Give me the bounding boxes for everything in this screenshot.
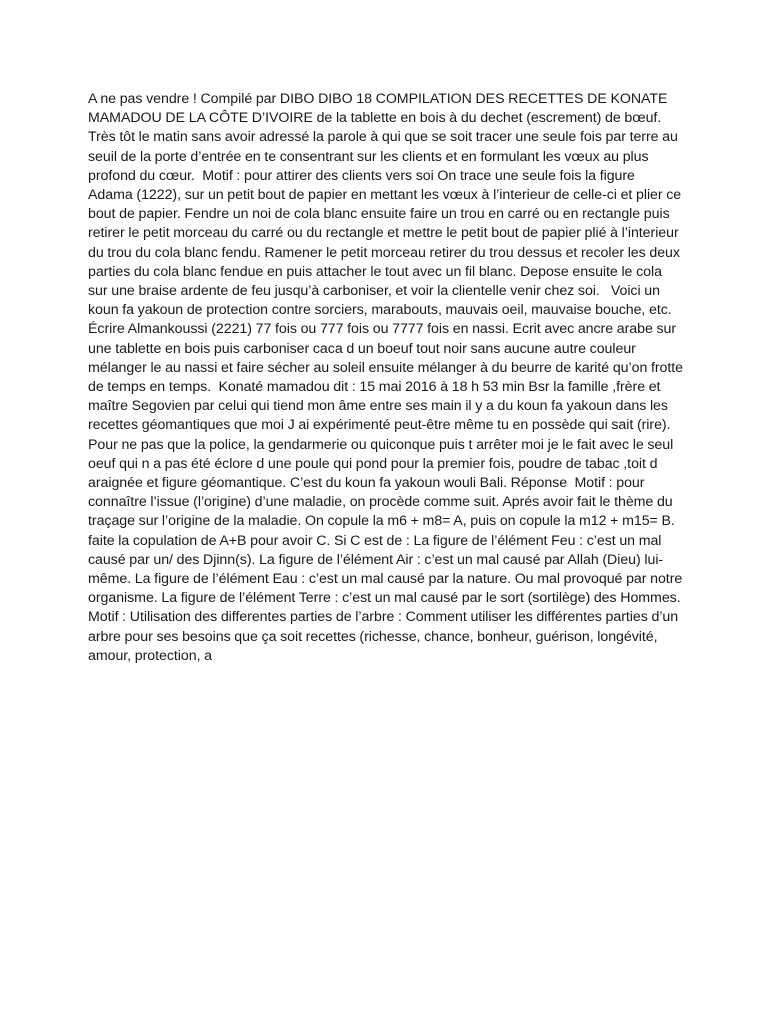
text-line-12: koun fa yakoun de protection contre sorciers, marabouts, mauvais oeil, mauvaise bouche, etc. <box>88 302 672 319</box>
text-line-8: retirer le petit morceau du carré ou du rectangle et mettre le petit bout de papier plié à l’interieur <box>88 225 679 242</box>
text-line-14: une tablette en bois puis carboniser caca d un boeuf tout noir sans aucune autre couleur <box>88 340 636 357</box>
text-line-15: mélanger le au nassi et faire sécher au soleil ensuite mélanger à du beurre de karité qu’on frotte <box>88 359 684 376</box>
text-line-23: traçage sur l’origine de la maladie. On copule la m6 + m8= A, puis on copule la m12 + m15= B. <box>88 513 675 530</box>
text-line-9: du trou du cola blanc fendu. Ramener le petit morceau retirer du trou dessus et recoler les deux <box>88 244 680 261</box>
text-line-16: de temps en temps. Konaté mamadou dit : 15 mai 2016 à 18 h 53 min Bsr la famille ,frère et <box>88 379 661 396</box>
text-line-18: recettes géomantiques que moi J ai expérimenté peut-être même tu en possède qui sait (rire). <box>88 417 671 434</box>
text-line-6: Adama (1222), sur un petit bout de papier en mettant les vœux à l’interieur de celle-ci et plier ce <box>88 187 682 204</box>
text-line-21: araignée et figure géomantique. C’est du koun fa yakoun wouli Bali. Réponse Motif : pour <box>88 475 645 492</box>
text-line-27: organisme. La figure de l’élément Terre : c’est un mal causé par le sort (sortilège) des Hommes. <box>88 590 681 607</box>
text-line-22: connaître l’issue (l’origine) d’une maladie, on procède comme suit. Aprés avoir fait le thème du <box>88 494 673 511</box>
text-line-17: maître Segovien par celui qui tiend mon âme entre ses main il y a du koun fa yakoun dans les <box>88 398 668 415</box>
document-body-text <box>88 90 698 666</box>
text-line-10: parties du cola blanc fendue en puis attacher le tout avec un fil blanc. Depose ensuite le cola <box>88 263 662 280</box>
text-line-7: bout de papier. Fendre un noi de cola blanc ensuite faire un trou en carré ou en rectangle puis <box>88 206 670 223</box>
text-line-3: Très tôt le matin sans avoir adressé la parole à qui que se soit tracer une seule fois par terre au <box>88 129 678 146</box>
text-line-26: même. La figure de l’élément Eau : c’est un mal causé par la nature. Ou mal provoqué par notre <box>88 571 683 588</box>
text-line-1: A ne pas vendre ! Compilé par DIBO DIBO 18 COMPILATION DES RECETTES DE KONATE <box>88 91 668 107</box>
text-line-19: Pour ne pas que la police, la gendarmerie ou quiconque puis t arrêter moi je le fait avec le seul <box>88 436 674 453</box>
text-line-29: arbre pour ses besoins que ça soit recettes (richesse, chance, bonheur, guérison, longévité, <box>88 628 658 645</box>
text-line-30: amour, protection, a <box>88 647 212 664</box>
text-line-20: oeuf qui n a pas été éclore d une poule qui pond pour la premier fois, poudre de tabac ,toit d <box>88 455 658 472</box>
text-line-2: MAMADOU DE LA CÔTE D’IVOIRE de la tablette en bois à du dechet (escrement) de bœuf. <box>88 110 662 127</box>
text-line-25: causé par un/ des Djinn(s). La figure de l’élément Air : c’est un mal causé par Allah (Dieu) lui- <box>88 551 664 568</box>
text-line-5: profond du cœur. Motif : pour attirer des clients vers soi On trace une seule fois la figure <box>88 167 635 184</box>
text-line-4: seuil de la porte d’entrée en te consentrant sur les clients et en formulant les vœux au plus <box>88 148 649 165</box>
text-line-24: faite la copulation de A+B pour avoir C. Si C est de : La figure de l’élément Feu : c’est un mal <box>88 532 662 549</box>
text-line-13: Écrire Almankoussi (2221) 77 fois ou 777 fois ou 7777 fois en nassi. Ecrit avec ancre arabe sur <box>88 321 677 338</box>
text-line-28: Motif : Utilisation des differentes parties de l’arbre : Comment utiliser les différentes parties d’un <box>88 609 679 626</box>
text-line-11: sur une braise ardente de feu jusqu’à carboniser, et voir la clientelle venir chez soi. Voici un <box>88 283 660 300</box>
